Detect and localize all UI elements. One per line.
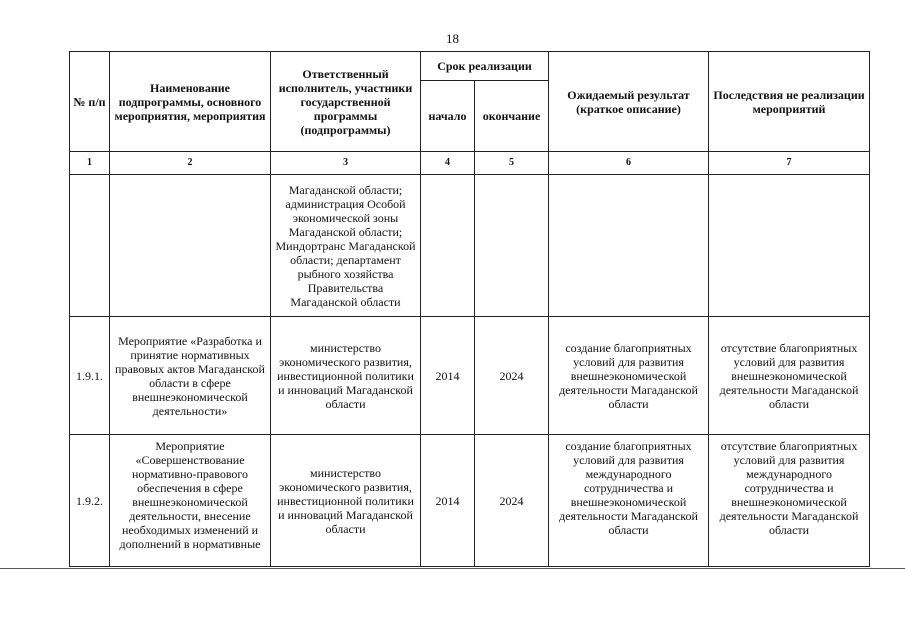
cell-end: 2024: [475, 435, 549, 567]
table-row: [70, 317, 870, 435]
column-number: 1: [70, 152, 110, 175]
column-number: 4: [421, 152, 475, 175]
cell-consequences: отсутствие благоприятных условий для развития международного сотрудничества и внешнеэкономической деятельности Магаданской области: [709, 435, 870, 567]
header-name: Наименование подпрограммы, основного мероприятия, мероприятия: [110, 52, 271, 152]
header-end: окончание: [475, 81, 549, 152]
column-number: 2: [110, 152, 271, 175]
cell-expected: создание благоприятных условий для развития внешнеэкономической деятельности Магаданской области: [549, 317, 709, 435]
page-bottom-rule: [0, 568, 905, 569]
header-responsible: Ответственный исполнитель, участники государственной программы (подпрограммы): [271, 52, 421, 152]
cell-expected: создание благоприятных условий для развития международного сотрудничества и внешнеэкономической деятельности Магаданской области: [549, 435, 709, 567]
cell-num: 1.9.1.: [70, 317, 110, 435]
cell-consequences: [709, 175, 870, 317]
cell-expected: [549, 175, 709, 317]
cell-responsible: министерство экономического развития, инвестиционной политики и инноваций Магаданской области: [271, 435, 421, 567]
column-number: 5: [475, 152, 549, 175]
cell-start: [421, 175, 475, 317]
header-period: Срок реализации: [421, 52, 549, 81]
cell-end: 2024: [475, 317, 549, 435]
cell-start: 2014: [421, 435, 475, 567]
column-number: 7: [709, 152, 870, 175]
cell-end: [475, 175, 549, 317]
cell-name: Мероприятие «Совершенствование нормативно-правового обеспечения в сфере внешнеэкономической деятельности, внесение необходимых изменений и дополнений в нормативные: [110, 435, 271, 567]
cell-start: 2014: [421, 317, 475, 435]
table-row: [70, 175, 870, 317]
program-table: [69, 51, 870, 567]
column-number: 3: [271, 152, 421, 175]
cell-name: Мероприятие «Разработка и принятие нормативных правовых актов Магаданской области в сфере внешнеэкономической деятельности»: [110, 317, 271, 435]
cell-responsible: министерство экономического развития, инвестиционной политики и инноваций Магаданской области: [271, 317, 421, 435]
table-row: [70, 435, 870, 567]
page-number: 18: [446, 31, 459, 46]
column-number: 6: [549, 152, 709, 175]
cell-consequences: отсутствие благоприятных условий для развития внешнеэкономической деятельности Магаданской области: [709, 317, 870, 435]
cell-responsible: Магаданской области; администрация Особой экономической зоны Магаданской области; Миндортранс Магаданской области; департамент рыбного хозяйства Правительства Магаданской области: [271, 175, 421, 317]
cell-name: [110, 175, 271, 317]
header-start: начало: [421, 81, 475, 152]
header-num: № п/п: [70, 52, 110, 152]
cell-num: [70, 175, 110, 317]
column-number-row: [70, 152, 870, 175]
header-consequences: Последствия не реализации мероприятий: [709, 52, 870, 152]
cell-num: 1.9.2.: [70, 435, 110, 567]
header-expected: Ожидаемый результат (краткое описание): [549, 52, 709, 152]
